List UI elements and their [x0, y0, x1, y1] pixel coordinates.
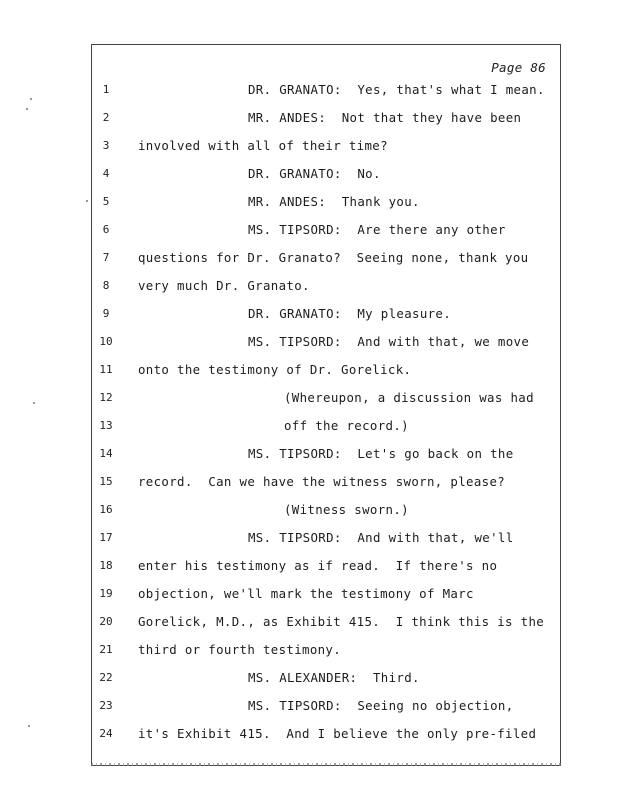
- line-number: 11: [99, 363, 113, 376]
- transcript-line: DR. GRANATO: My pleasure.: [248, 306, 452, 321]
- scan-speck: [33, 402, 35, 404]
- line-number: 5: [102, 195, 110, 208]
- line-number: 1: [102, 83, 110, 96]
- transcript-line: onto the testimony of Dr. Gorelick.: [138, 362, 412, 377]
- transcript-line: DR. GRANATO: No.: [248, 166, 381, 181]
- line-number: 8: [102, 279, 110, 292]
- line-number: 9: [102, 307, 110, 320]
- transcript-line: enter his testimony as if read. If there's no: [138, 558, 498, 573]
- transcript-line: off the record.): [284, 418, 409, 433]
- line-number: 10: [99, 335, 113, 348]
- line-number: 13: [99, 419, 113, 432]
- transcript-line: MS. TIPSORD: Seeing no objection,: [248, 698, 514, 713]
- line-number: 14: [99, 447, 113, 460]
- line-number: 3: [102, 139, 110, 152]
- scan-speck: [28, 725, 30, 727]
- line-number: 4: [102, 167, 110, 180]
- scan-speck: [30, 98, 32, 100]
- line-number: 7: [102, 251, 110, 264]
- transcript-line: MS. TIPSORD: And with that, we move: [248, 334, 530, 349]
- line-number: 15: [99, 475, 113, 488]
- transcript-line: it's Exhibit 415. And I believe the only pre-filed: [138, 726, 537, 741]
- scan-speck: [26, 108, 28, 110]
- line-number: 16: [99, 503, 113, 516]
- line-number: 12: [99, 391, 113, 404]
- transcript-line: involved with all of their time?: [138, 138, 388, 153]
- line-number: 2: [102, 111, 110, 124]
- page-number: Page 86: [491, 60, 546, 75]
- transcript-line: MS. TIPSORD: Let's go back on the: [248, 446, 514, 461]
- line-number: 21: [99, 643, 113, 656]
- transcript-line: (Witness sworn.): [284, 502, 409, 517]
- line-number: 18: [99, 559, 113, 572]
- transcript-page: [91, 44, 561, 766]
- transcript-line: record. Can we have the witness sworn, please?: [138, 474, 506, 489]
- transcript-line: third or fourth testimony.: [138, 642, 342, 657]
- transcript-line: Gorelick, M.D., as Exhibit 415. I think this is the: [138, 614, 545, 629]
- scan-edge-artifact: [91, 763, 561, 766]
- transcript-line: DR. GRANATO: Yes, that's what I mean.: [248, 82, 545, 97]
- scan-speck: [86, 200, 88, 202]
- transcript-line: MS. ALEXANDER: Third.: [248, 670, 420, 685]
- line-number: 19: [99, 587, 113, 600]
- transcript-line: (Whereupon, a discussion was had: [284, 390, 534, 405]
- transcript-line: MS. TIPSORD: And with that, we'll: [248, 530, 514, 545]
- transcript-line: MS. TIPSORD: Are there any other: [248, 222, 506, 237]
- line-number: 6: [102, 223, 110, 236]
- line-number: 24: [99, 727, 113, 740]
- line-number: 22: [99, 671, 113, 684]
- line-number: 17: [99, 531, 113, 544]
- line-number: 23: [99, 699, 113, 712]
- transcript-line: objection, we'll mark the testimony of Marc: [138, 586, 474, 601]
- transcript-line: very much Dr. Granato.: [138, 278, 310, 293]
- transcript-line: MR. ANDES: Thank you.: [248, 194, 420, 209]
- transcript-line: MR. ANDES: Not that they have been: [248, 110, 522, 125]
- transcript-line: questions for Dr. Granato? Seeing none, thank you: [138, 250, 529, 265]
- line-number: 20: [99, 615, 113, 628]
